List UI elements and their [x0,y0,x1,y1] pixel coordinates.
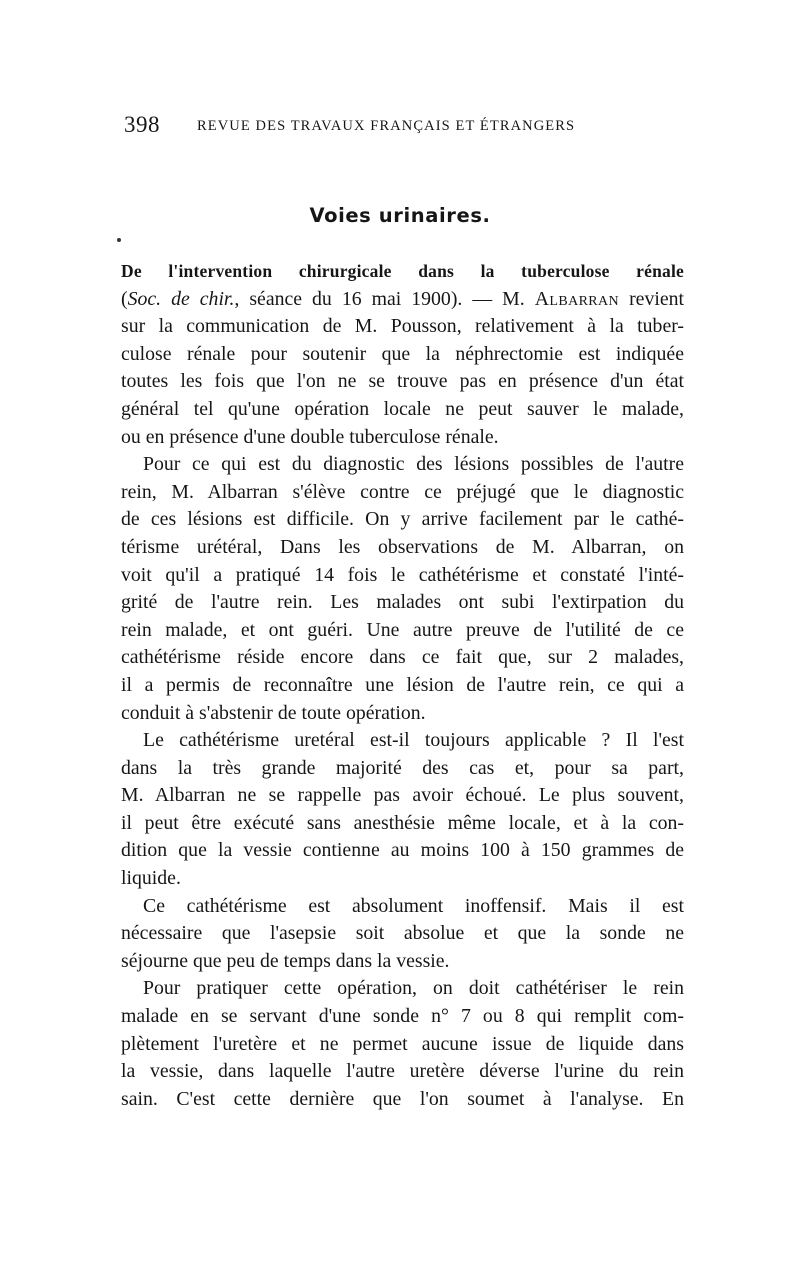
text-line: Pour pratiquer cette opération, on doit cathétériser le rein [143,977,684,1000]
text-line: sur la communication de M. Pousson, relativement à la tuber- [121,315,684,338]
text-line: Ce cathétérisme est absolument inoffensif. Mais il est [143,894,684,917]
page-number: 398 [124,112,160,137]
text-line: térisme urétéral, Dans les observations de M. Albarran, on [121,535,684,558]
text-line: grité de l'autre rein. Les malades ont subi l'extirpation du [121,591,684,614]
text-line: Pour ce qui est du diagnostic des lésions possibles de l'autre [143,453,684,476]
text-line: rein, M. Albarran s'élève contre ce préjugé que le diagnostic [121,480,684,503]
citation-line-end: revient [619,287,684,310]
text-line: cathétérisme réside encore dans ce fait que, sur 2 malades, [121,646,684,669]
text-line: dition que la vessie contienne au moins 100 à 150 grammes de [121,839,684,862]
text-line: séjourne que peu de temps dans la vessie. [121,949,450,972]
text-line: ou en présence d'une double tuberculose rénale. [121,425,499,448]
text-line: malade en se servant d'une sonde n° 7 ou 8 qui remplit com- [121,1005,684,1028]
citation-line [121,286,684,314]
text-line: il a permis de reconnaître une lésion de l'autre rein, ce qui a [121,673,684,696]
text-line: sain. C'est cette dernière que l'on soumet à l'analyse. En [121,1087,684,1110]
citation-open: ( [121,287,128,310]
text-line: de ces lésions est difficile. On y arrive facilement par le cathé- [121,508,684,531]
section-title: Voies urinaires. [309,204,491,227]
article-body [121,258,684,1113]
text-line: plètement l'uretère et ne permet aucune issue de liquide dans [121,1032,684,1055]
print-speck [117,238,121,242]
citation-journal: Soc. de chir. [127,287,235,310]
citation-author: Albarran [534,287,620,310]
text-line: nécessaire que l'asepsie soit absolue et que la sonde ne [121,922,684,945]
text-line: culose rénale pour soutenir que la néphrectomie est indiquée [121,342,684,365]
text-line: Le cathétérisme uretéral est-il toujours applicable ? Il l'est [143,729,684,752]
citation-rest: , séance du 16 mai 1900). — M. [234,287,535,310]
text-line: voit qu'il a pratiqué 14 fois le cathétérisme et constaté l'inté- [121,563,684,586]
text-line: conduit à s'abstenir de toute opération. [121,701,426,724]
text-line: il peut être exécuté sans anesthésie même locale, et à la con- [121,811,684,834]
article-heading-line [121,258,684,286]
text-line: général tel qu'une opération locale ne peut sauver le malade, [121,397,684,420]
text-line: dans la très grande majorité des cas et, pour sa part, [121,756,684,779]
text-line: toutes les fois que l'on ne se trouve pas en présence d'un état [121,370,684,393]
running-header [124,112,684,142]
text-line: liquide. [121,867,181,890]
text-line: M. Albarran ne se rappelle pas avoir échoué. Le plus souvent, [121,784,684,807]
running-title: REVUE DES TRAVAUX FRANÇAIS ET ÉTRANGERS [197,118,576,134]
text-line: rein malade, et ont guéri. Une autre preuve de l'utilité de ce [121,618,684,641]
article-heading: De l'intervention chirurgicale dans la tuberculose rénale [121,261,684,281]
text-line: la vessie, dans laquelle l'autre uretère déverse l'urine du rein [121,1060,684,1083]
